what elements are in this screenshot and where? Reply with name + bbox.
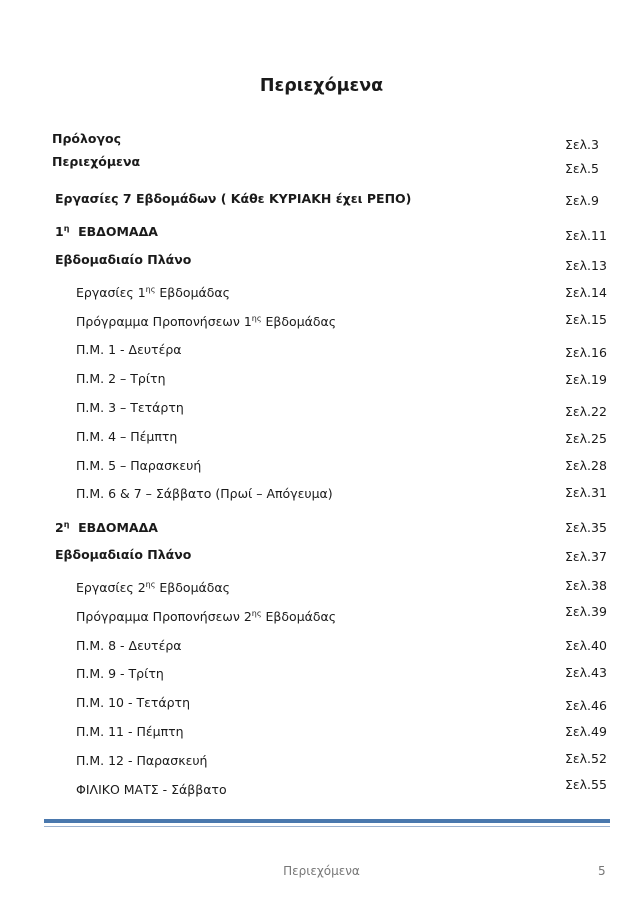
toc-entry-page: Σελ.3 — [565, 137, 599, 152]
toc-entry-label: Π.Μ. 6 & 7 – Σάββατο (Πρωί – Απόγευμα) — [76, 486, 333, 501]
toc-entry-label: Εργασίες $2^{\eta\varsigma}$ Εβδομάδας — [76, 580, 230, 595]
toc-entry-page: Σελ.40 — [565, 638, 607, 653]
footer-rule — [44, 819, 610, 823]
toc-entry-label: Πρόγραμμα Προπονήσεων $2^{\eta\varsigma}$ Εβδομάδας — [76, 609, 337, 624]
toc-entry-page: Σελ.43 — [565, 665, 607, 680]
toc-entry-page: Σελ.55 — [565, 777, 607, 792]
toc-entry-page: Σελ.16 — [565, 345, 607, 360]
toc-entry-label: Π.Μ. 11 - Πέμπτη — [76, 724, 184, 739]
toc-entry-page: Σελ.13 — [565, 258, 607, 273]
toc-entry-page: Σελ.35 — [565, 520, 607, 535]
toc-entry-label: Περιεχόμενα — [52, 154, 141, 169]
toc-entry-page: Σελ.9 — [565, 193, 599, 208]
toc-entry-page: Σελ.38 — [565, 578, 607, 593]
toc-entry-label: Π.Μ. 8 - Δευτέρα — [76, 638, 182, 653]
toc-entry-label: Π.Μ. 4 – Πέμπτη — [76, 429, 178, 444]
toc-entry-label: Πρόγραμμα Προπονήσεων $1^{\eta\varsigma}$ Εβδομάδας — [76, 314, 337, 329]
toc-entry-page: Σελ.14 — [565, 285, 607, 300]
toc-entry-page: Σελ.28 — [565, 458, 607, 473]
toc-entry-label: Π.Μ. 10 - Τετάρτη — [76, 695, 191, 710]
footer-title: Περιεχόμενα — [283, 864, 360, 878]
toc-entry-label: Π.Μ. 2 – Τρίτη — [76, 371, 166, 386]
toc-entry-page: Σελ.49 — [565, 724, 607, 739]
toc-entry-label: Π.Μ. 9 - Τρίτη — [76, 666, 164, 681]
toc-entry-label: Εργασίες 7 Εβδομάδων ( Κάθε ΚΥΡΙΑΚΗ έχει ΡΕΠΟ) — [55, 191, 412, 206]
page-number: 5 — [598, 864, 606, 878]
toc-entry-page: Σελ.52 — [565, 751, 607, 766]
toc-entry-label: $2^\eta$ ΕΒΔΟΜΑΔΑ — [55, 520, 158, 535]
toc-entry-label: $1^\eta$ ΕΒΔΟΜΑΔΑ — [55, 224, 158, 239]
toc-entry-label: Πρόλογος — [52, 131, 122, 146]
page-title: Περιεχόμενα — [259, 76, 384, 96]
toc-entry-label: Εβδομαδιαίο Πλάνο — [55, 547, 192, 562]
toc-entry-page: Σελ.39 — [565, 604, 607, 619]
toc-entry-label: Π.Μ. 1 - Δευτέρα — [76, 342, 182, 357]
toc-entry-page: Σελ.31 — [565, 485, 607, 500]
toc-entry-page: Σελ.22 — [565, 404, 607, 419]
footer-rule-thin — [44, 826, 610, 827]
toc-entry-label: Π.Μ. 5 – Παρασκευή — [76, 458, 202, 473]
toc-entry-label: Εργασίες $1^{\eta\varsigma}$ Εβδομάδας — [76, 285, 230, 300]
toc-entry-page: Σελ.46 — [565, 698, 607, 713]
toc-entry-label: ΦΙΛΙΚΟ ΜΑΤΣ - Σάββατο — [76, 782, 227, 797]
toc-entry-page: Σελ.25 — [565, 431, 607, 446]
toc-entry-page: Σελ.19 — [565, 372, 607, 387]
toc-entry-page: Σελ.11 — [565, 228, 607, 243]
toc-entry-page: Σελ.15 — [565, 312, 607, 327]
toc-entry-label: Π.Μ. 3 – Τετάρτη — [76, 400, 184, 415]
toc-entry-label: Εβδομαδιαίο Πλάνο — [55, 252, 192, 267]
toc-entry-label: Π.Μ. 12 - Παρασκευή — [76, 753, 208, 768]
toc-entry-page: Σελ.5 — [565, 161, 599, 176]
toc-entry-page: Σελ.37 — [565, 549, 607, 564]
